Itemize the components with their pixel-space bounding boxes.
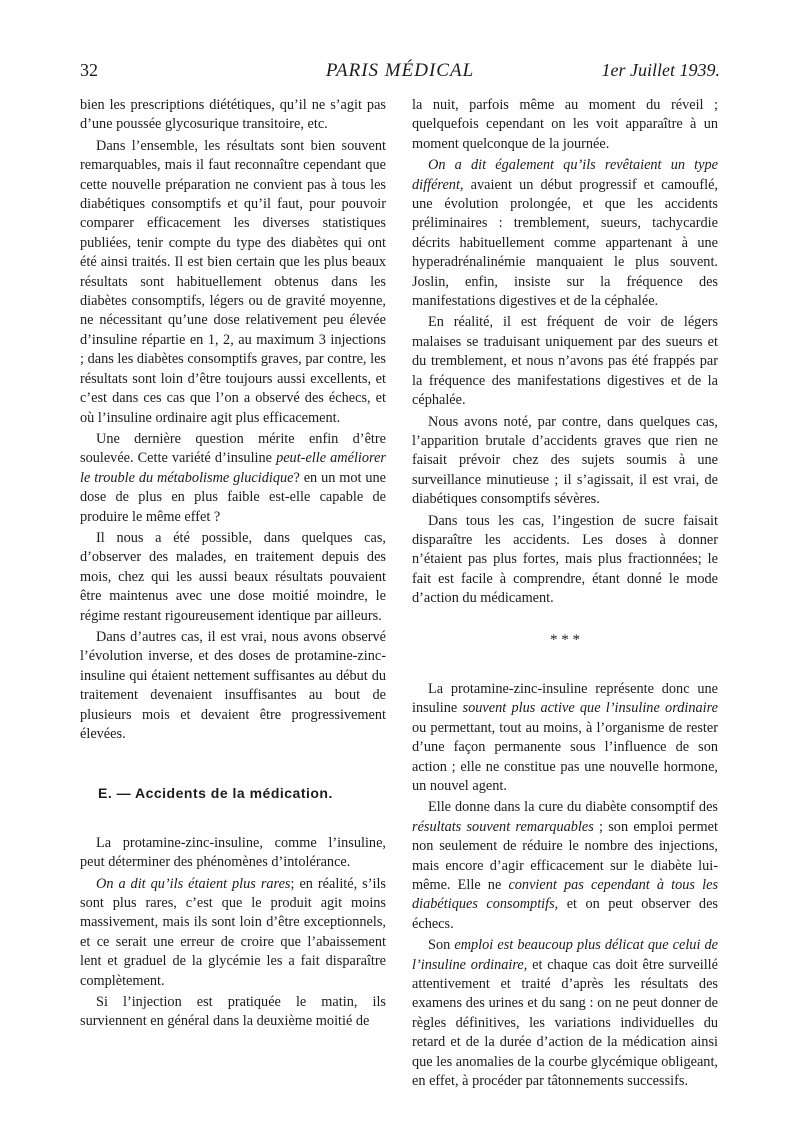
text-run: , et on peut observer des échecs. — [412, 896, 718, 932]
right-column — [412, 96, 718, 1092]
paragraph: bien les prescriptions diététiques, qu’il ne s’agit pas d’une poussée glycosurique transitoire, etc. — [80, 97, 386, 133]
paragraph: Dans d’autres cas, il est vrai, nous avons observé l’évolution inverse, et des doses de protamine-zinc-insuline qui étaient nettement suffisantes au début du traitement devenaient insuffisantes au bout de plusieurs mois et devaient être progressivement élevées. — [80, 628, 386, 742]
italic-text: On a dit qu’ils étaient plus rares — [96, 875, 291, 892]
paragraph — [412, 156, 718, 311]
text-run: , et chaque cas doit être surveillé attentivement et traité d’après les résultats des examens des urines et du sang : on ne peut donner de règles définitives, les variations individuelles du retard et de la durée d’action de la médication ainsi que les anomalies de la courbe glycémique obligeant, en effet, à procéder par tâtonnements successifs. — [412, 956, 718, 1090]
paragraph — [412, 936, 718, 1091]
paragraph: Dans tous les cas, l’ingestion de sucre faisait disparaître les accidents. Les doses à donner n’étaient pas plus fortes, mais plus fractionnées; le fait est facile à comprendre, étant donné le mode d’action du médicament. — [412, 512, 718, 607]
paragraph — [80, 430, 386, 527]
page-number: 32 — [80, 60, 98, 80]
journal-title: PARIS MÉDICAL — [325, 60, 475, 81]
text-run: ou permettant, tout au moins, à l’organisme de rester d’une façon permanente sous l’influence de son action ; elle ne constitue pas une nouvelle hormone, un nouvel agent. — [412, 719, 718, 794]
text-run: Son — [428, 937, 455, 954]
paragraph: Il nous a été possible, dans quelques cas, d’observer des malades, en traitement depuis des mois, chez qui les aussi beaux résultats pouvaient être maintenus avec une dose moitié moindre, le régime restant rigoureusement identique par ailleurs. — [80, 529, 386, 624]
section-divider-stars: * * * — [550, 631, 580, 648]
italic-text: On a dit également qu’ils revêtaient un type différent — [412, 157, 718, 193]
text-run: ; son emploi permet non seulement de réduire le nombre des injections, mais encore d’agir efficacement sur le diabète lui-même. Elle ne — [412, 818, 718, 894]
text-run: ? en un mot une dose de plus en plus faible est-elle capable de produire le même effet ? — [80, 469, 386, 525]
text-run: Une dernière question mérite enfin d’être soulevée. Cette variété d’insuline — [80, 430, 386, 467]
paragraph — [412, 680, 718, 796]
paragraph: la nuit, parfois même au moment du réveil ; quelquefois cependant on les voit apparaître à un moment quelconque de la journée. — [412, 97, 718, 152]
italic-text: peut-elle améliorer le trouble du métabolisme glucidique — [80, 450, 386, 486]
text-run: La protamine-zinc-insuline représente donc une insuline — [412, 680, 718, 717]
paragraph: Nous avons noté, par contre, dans quelques cas, l’apparition brutale d’accidents graves que rien ne faisait prévoir chez des sujets soumis à une surveillance minutieuse ; il s’agissait, il est vrai, de diabétiques consomptifs sévères. — [412, 413, 718, 508]
paragraph: La protamine-zinc-insuline, comme l’insuline, peut déterminer des phénomènes d’intolérance. — [80, 834, 386, 871]
text-run: , avaient un début progressif et camouflé, une évolution prolongée, et que les accidents préliminaires : tremblement, sueurs, tachycardie décrits habituellement comme appartenant à une hyperadrénalinémie manquaient le plus souvent. Joslin, enfin, insiste sur la fréquence des manifestations digestives et de la céphalée. — [412, 176, 718, 310]
text-run: ; en réalité, s’ils sont plus rares, c’est que le produit agit moins massivement, mais ils sont loin d’être exceptionnels, et ce serait une erreur de croire que l’abaissement lent et graduel de la glycémie les a fait disparaître complètement. — [80, 875, 386, 989]
paragraph — [412, 798, 718, 934]
italic-text: résultats souvent remarquables — [412, 818, 594, 835]
italic-text: convient pas cependant à tous les diabétiques consomptifs — [412, 877, 719, 913]
italic-text: souvent plus active que l’insuline ordinaire — [462, 700, 718, 717]
paragraph — [80, 875, 386, 991]
issue-date: 1er Juillet 1939. — [601, 60, 720, 80]
paragraph: En réalité, il est fréquent de voir de légers malaises se traduisant uniquement par des sueurs et du tremblement, et nous n’avons pas été frappés par la fréquence des manifestations digestives et de la céphalée. — [412, 314, 718, 409]
text-run: Elle donne dans la cure du diabète consomptif des — [428, 799, 718, 816]
left-column — [80, 96, 386, 1032]
page-header — [80, 60, 720, 84]
italic-text: emploi est beaucoup plus délicat que celui de l’insuline ordinaire — [412, 937, 718, 973]
paragraph: Dans l’ensemble, les résultats sont bien souvent remarquables, mais il faut reconnaître cependant que cette nouvelle préparation ne convient pas à tous les diabétiques consomptifs et qu’il faut, pour pouvoir comparer efficacement les diverses statistiques publiées, tenir compte du type des diabètes qui ont été ainsi traités. Il est bien certain que les plus beaux résultats sont habituellement obtenus dans les diabètes consomptifs, légers ou de gravité moyenne, ne nécessitant qu’une dose relativement peu élevée d’insuline répartie en 1, 2, au maximum 3 injections ; dans les diabètes consomptifs graves, par contre, les résultats sont loin d’être toujours aussi excellents, et c’est dans ces cas que l’on a observé des échecs, et où l’insuline ordinaire agit plus efficacement. — [80, 137, 386, 426]
section-heading: E. — Accidents de la médication. — [98, 785, 333, 802]
paragraph: Si l’injection est pratiquée le matin, ils surviennent en général dans la deuxième moitié de — [80, 994, 386, 1030]
